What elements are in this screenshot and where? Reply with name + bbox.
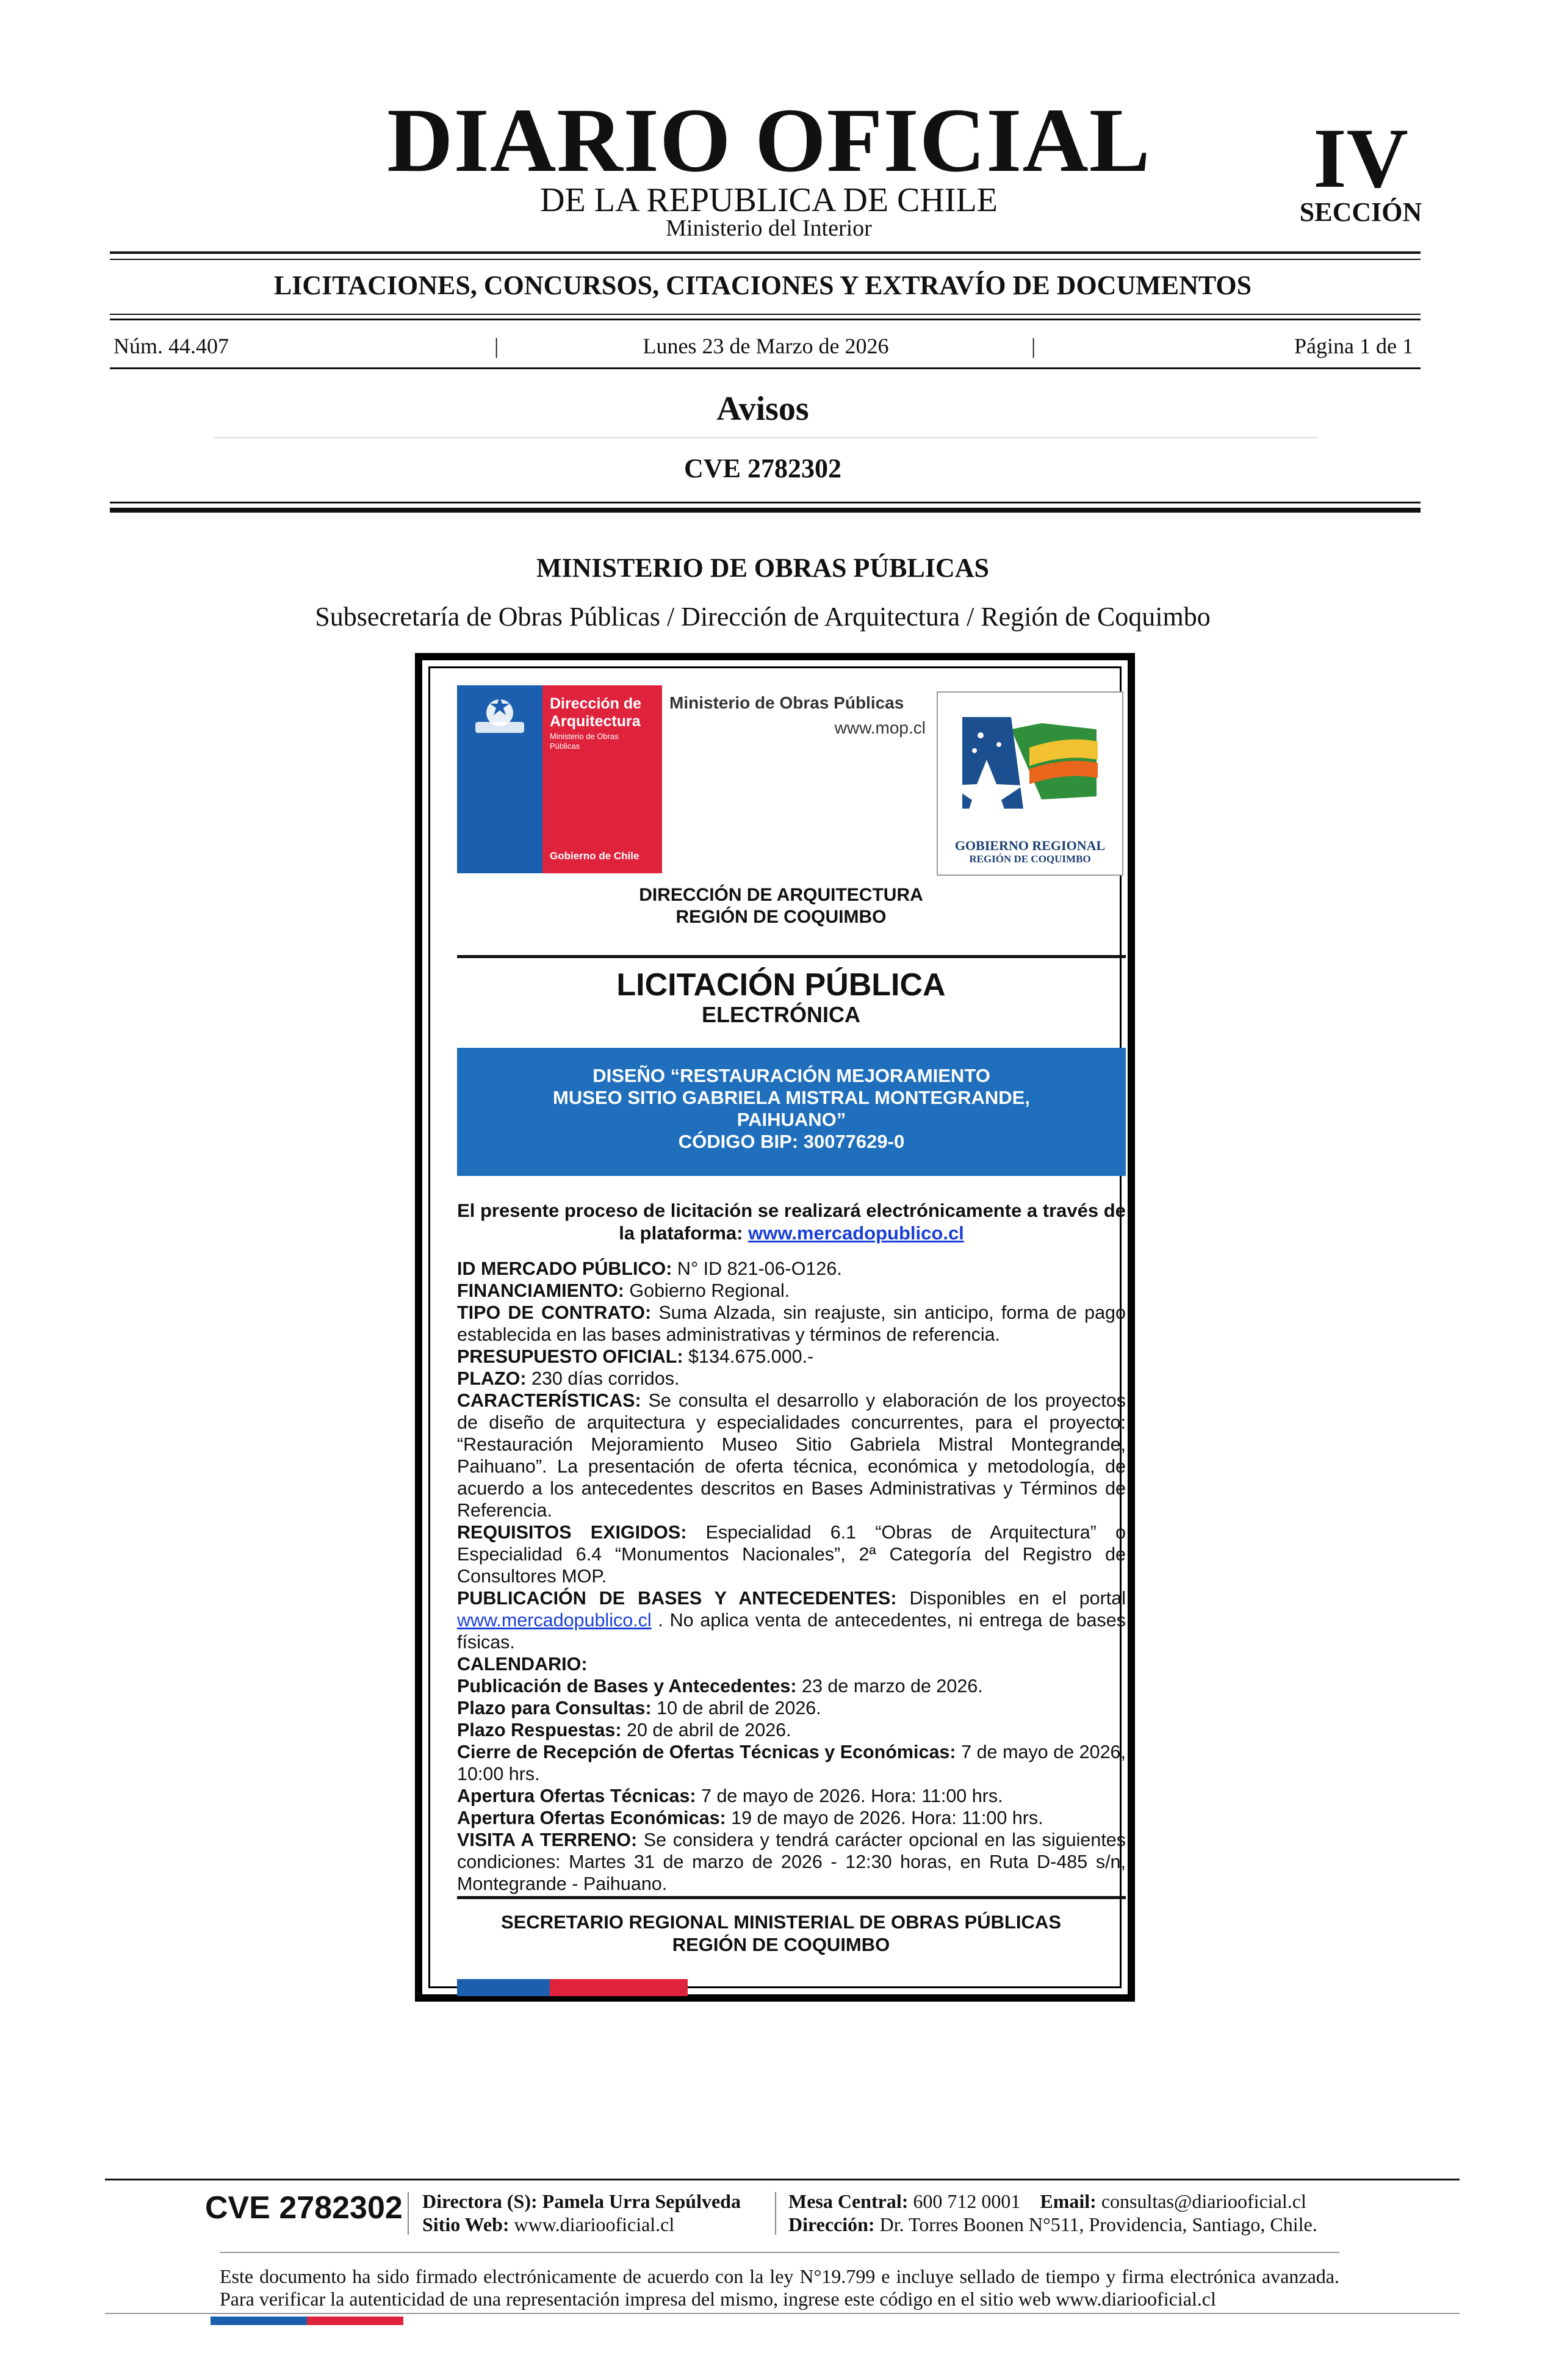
footer-legal-text: Este documento ha sido firmado electrónicamente de acuerdo con la ley N°19.799 e incluye sellado de tiempo y firma electrónica avanzada. Para verificar la autenticidad de una representación impresa del mismo, ingrese este código en el sitio web www.diariooficial.cl [220, 2265, 1339, 2310]
logo-gobierno: Gobierno de Chile [550, 850, 639, 862]
field-row: PRESUPUESTO OFICIAL: $134.675.000.- [457, 1346, 814, 1367]
footer-flag-blue [211, 2317, 307, 2325]
notice-inner-frame [428, 666, 1126, 1988]
footer-website: Sitio Web: www.diariooficial.cl [422, 2213, 675, 2235]
logo-title: Dirección de Arquitectura [550, 695, 642, 730]
chile-coat-of-arms-icon [457, 685, 542, 746]
signature-line-2: REGIÓN DE COQUIMBO [672, 1934, 890, 1955]
field-row: FINANCIAMIENTO: Gobierno Regional. [457, 1280, 790, 1301]
meta-rule [110, 367, 1421, 369]
direction-line-1: DIRECCIÓN DE ARQUITECTURA [639, 885, 923, 905]
page-indicator: Página 1 de 1 [1294, 334, 1413, 358]
footer-flag-red [307, 2317, 403, 2325]
gobierno-regional-emblem-icon [938, 693, 1122, 833]
heading-rule-bottom [110, 319, 1421, 320]
intro-paragraph [457, 1199, 1126, 1244]
logo-blue-panel [457, 685, 542, 873]
issue-number: Núm. 44.407 [113, 334, 229, 358]
newspaper-subtitle: DE LA REPUBLICA DE CHILE [540, 181, 998, 219]
calendar-row: Cierre de Recepción de Ofertas Técnicas y Económicas: 7 de mayo de 2026, 10:00 hrs. [457, 1742, 1126, 1784]
project-bip-code: CÓDIGO BIP: 30077629-0 [678, 1131, 905, 1152]
mercadopublico-link[interactable]: www.mercadopublico.cl [748, 1222, 964, 1244]
mercadopublico-link[interactable]: www.mercadopublico.cl [457, 1610, 652, 1631]
calendar-row: VISITA A TERRENO: Se considera y tendrá carácter opcional en las siguientes condiciones: Martes 31 de marzo de 2026 - 12:30 horas, en Ruta D-485 s/n, Montegrande - Paihuano. [457, 1830, 1126, 1894]
cve-rule-bottom [110, 508, 1421, 513]
project-banner [457, 1048, 1126, 1176]
footer-director: Directora (S): Pamela Urra Sepúlveda [422, 2190, 741, 2212]
project-line: MUSEO SITIO GABRIELA MISTRAL MONTEGRANDE, [553, 1087, 1030, 1108]
newspaper-title: DIARIO OFICIAL [387, 90, 1151, 191]
footer-cve-code: CVE 2782302 [205, 2190, 403, 2226]
signature-rule [457, 1896, 1126, 1899]
project-line: DISEÑO “RESTAURACIÓN MEJORAMIENTO [593, 1065, 990, 1086]
calendar-row: Plazo Respuestas: 20 de abril de 2026. [457, 1720, 791, 1740]
field-row: PLAZO: 230 días corridos. [457, 1368, 680, 1389]
calendar-row: Publicación de Bases y Antecedentes: 23 de marzo de 2026. [457, 1676, 983, 1697]
calendar-row: Apertura Ofertas Técnicas: 7 de mayo de 2026. Hora: 11:00 hrs. [457, 1786, 1003, 1806]
publication-row: PUBLICACIÓN DE BASES Y ANTECEDENTES: Disponibles en el portal www.mercadopublico.cl . No aplica venta de antecedentes, ni entrega de bases físicas. [457, 1588, 1126, 1653]
footer-contact: Mesa Central: 600 712 0001 Email: consultas@diariooficial.cl [788, 2190, 1306, 2212]
footer-rule-top [105, 2179, 1460, 2180]
calendar-row: Plazo para Consultas: 10 de abril de 2026. [457, 1698, 821, 1718]
direction-line-2: REGIÓN DE COQUIMBO [675, 907, 887, 927]
organization-subtitle: Subsecretaría de Obras Públicas / Dirección de Arquitectura / Región de Coquimbo [315, 602, 1211, 632]
field-row: TIPO DE CONTRATO: Suma Alzada, sin reajuste, sin anticipo, forma de pago establecida en las bases administrativas y términos de referencia. [457, 1302, 1126, 1345]
footer-divider [775, 2192, 776, 2235]
masthead-rule-bottom [110, 259, 1421, 260]
heading-rule-top [110, 314, 1421, 315]
field-row: ID MERCADO PÚBLICO: N° ID 821-06-O126. [457, 1258, 842, 1279]
masthead-rule-top [110, 251, 1421, 254]
footer-rule-bottom [105, 2313, 1460, 2314]
intro-text: El presente proceso de licitación se realizará electrónicamente a través de la plataforma: [457, 1200, 1126, 1244]
project-line: PAIHUANO” [737, 1109, 846, 1130]
footer-divider [408, 2192, 409, 2235]
cve-rule-top [110, 502, 1421, 503]
mop-name: Ministerio de Obras Públicas [669, 693, 904, 712]
ministry-line: Ministerio del Interior [666, 215, 872, 241]
mop-url: www.mop.cl [834, 718, 926, 737]
issue-date: Lunes 23 de Marzo de 2026 [643, 334, 889, 358]
field-row: CARACTERÍSTICAS: Se consulta el desarrollo y elaboración de los proyectos de diseño de arquitectura y especialidades concurrentes, para el proyecto: “Restauración Mejoramiento Museo Sitio Gabriela Mistral Montegrande, Paihuano”. La presentación de oferta técnica, económica y metodología, de acuerdo a los antecedentes descritos en Bases Administrativas y Términos de Referencia. [457, 1390, 1126, 1521]
flag-bar-blue [457, 1979, 550, 1996]
licitacion-subtitle: ELECTRÓNICA [702, 1002, 860, 1027]
avisos-divider [214, 437, 1318, 438]
licitacion-title: LICITACIÓN PÚBLICA [616, 967, 946, 1003]
section-label: SECCIÓN [1299, 197, 1422, 227]
avisos-heading: Avisos [716, 390, 809, 428]
gobierno-regional-logo [937, 691, 1123, 876]
organization-name: MINISTERIO DE OBRAS PÚBLICAS [536, 553, 990, 583]
notice-body [457, 1258, 1126, 1895]
footer-rule-middle [220, 2252, 1339, 2253]
signature-line-1: SECRETARIO REGIONAL MINISTERIAL DE OBRAS PÚBLICAS [500, 1911, 1061, 1933]
logo-subtitle: Ministerio de Obras Públicas [550, 732, 619, 751]
direccion-arquitectura-logo [457, 685, 662, 873]
footer-address: Dirección: Dr. Torres Boonen N°511, Providencia, Santiago, Chile. [788, 2213, 1317, 2235]
section-number: IV [1313, 111, 1408, 206]
gobierno-regional-caption: GOBIERNO REGIONAL REGIÓN DE COQUIMBO [954, 838, 1106, 865]
notice-box [415, 653, 1135, 2002]
calendar-heading: CALENDARIO: [457, 1654, 588, 1675]
section-heading: LICITACIONES, CONCURSOS, CITACIONES Y EXTRAVÍO DE DOCUMENTOS [273, 270, 1252, 300]
issue-separator: | [1031, 334, 1036, 358]
calendar-row: Apertura Ofertas Económicas: 19 de mayo de 2026. Hora: 11:00 hrs. [457, 1808, 1043, 1828]
issue-separator: | [494, 334, 499, 358]
flag-bar-red [550, 1979, 688, 1996]
field-row: REQUISITOS EXIGIDOS: Especialidad 6.1 “Obras de Arquitectura” o Especialidad 6.4 “Monumentos Nacionales”, 2ª Categoría del Registro de Consultores MOP. [457, 1522, 1126, 1587]
direction-rule [457, 955, 1126, 958]
cve-code: CVE 2782302 [684, 453, 841, 483]
